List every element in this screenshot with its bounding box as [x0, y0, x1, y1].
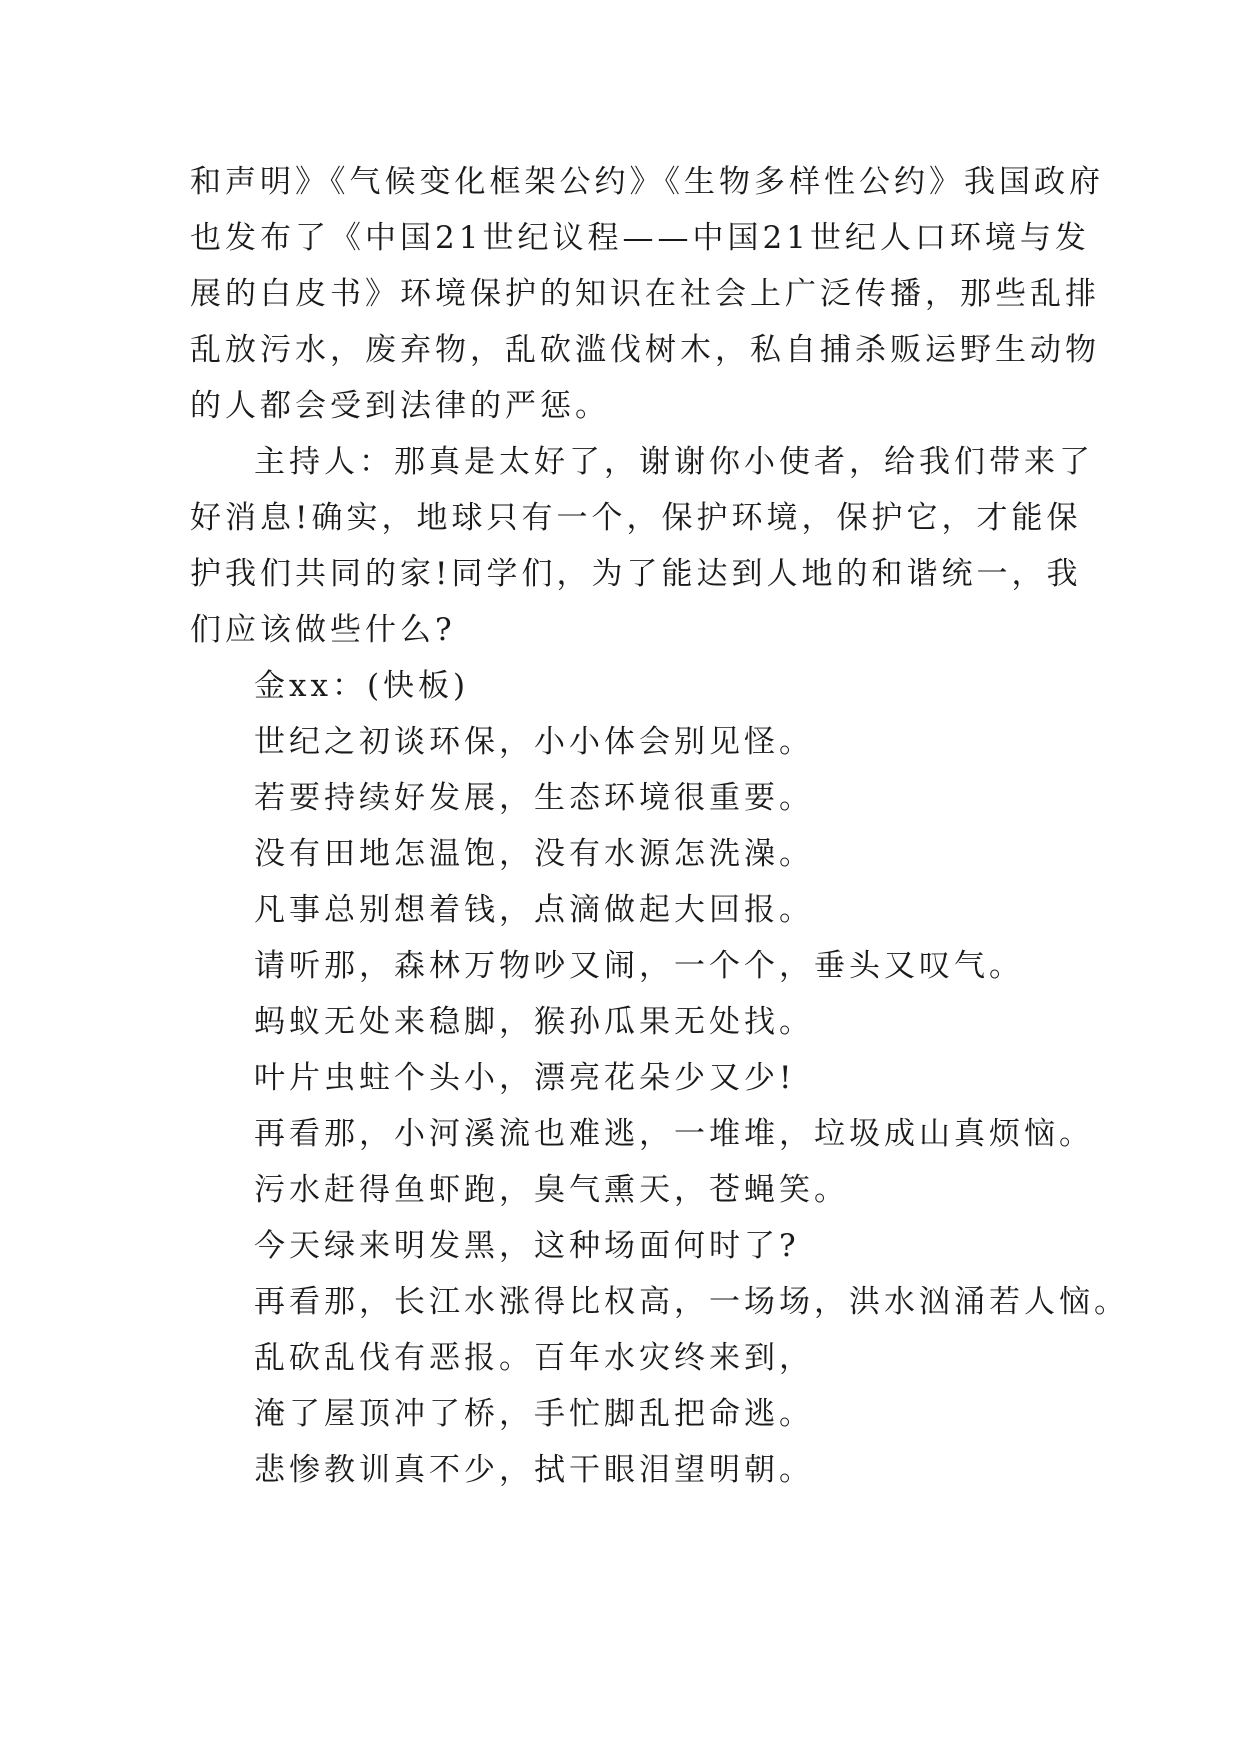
paragraph-line: 展的白皮书》环境保护的知识在社会上广泛传播，那些乱排 [190, 276, 1100, 312]
verse-line: 污水赶得鱼虾跑，臭气熏天，苍蝇笑。 [254, 1172, 849, 1208]
speaker-line: 金xx：(快板) [254, 668, 470, 704]
paragraph-line: 好消息!确实，地球只有一个，保护环境，保护它，才能保 [190, 500, 1082, 536]
verse-line: 悲惨教训真不少，拭干眼泪望明朝。 [254, 1452, 814, 1488]
paragraph-line: 也发布了《中国21世纪议程——中国21世纪人口环境与发 [190, 220, 1090, 256]
verse-line: 世纪之初谈环保，小小体会别见怪。 [254, 724, 814, 760]
paragraph-line: 的人都会受到法律的严惩。 [190, 388, 610, 424]
paragraph-line: 主持人：那真是太好了，谢谢你小使者，给我们带来了 [254, 444, 1094, 480]
verse-line: 今天绿来明发黑，这种场面何时了? [254, 1228, 800, 1264]
paragraph-line: 护我们共同的家!同学们，为了能达到人地的和谐统一，我 [190, 556, 1082, 592]
verse-line: 若要持续好发展，生态环境很重要。 [254, 780, 814, 816]
paragraph-line: 乱放污水，废弃物，乱砍滥伐树木，私自捕杀贩运野生动物 [190, 332, 1100, 368]
verse-line: 再看那，长江水涨得比权高，一场场，洪水汹涌若人恼。 [254, 1284, 1129, 1320]
verse-line: 请听那，森林万物吵又闹，一个个，垂头又叹气。 [254, 948, 1024, 984]
verse-line: 蚂蚁无处来稳脚，猴孙瓜果无处找。 [254, 1004, 814, 1040]
verse-line: 淹了屋顶冲了桥，手忙脚乱把命逃。 [254, 1396, 814, 1432]
verse-line: 没有田地怎温饱，没有水源怎洗澡。 [254, 836, 814, 872]
verse-line: 叶片虫蛀个头小，漂亮花朵少又少! [254, 1060, 796, 1096]
verse-line: 再看那，小河溪流也难逃，一堆堆，垃圾成山真烦恼。 [254, 1116, 1094, 1152]
paragraph-line: 和声明》《气候变化框架公约》《生物多样性公约》我国政府 [190, 164, 1104, 200]
paragraph-line: 们应该做些什么? [190, 612, 456, 648]
verse-line: 凡事总别想着钱，点滴做起大回报。 [254, 892, 814, 928]
verse-line: 乱砍乱伐有恶报。百年水灾终来到， [254, 1340, 814, 1376]
